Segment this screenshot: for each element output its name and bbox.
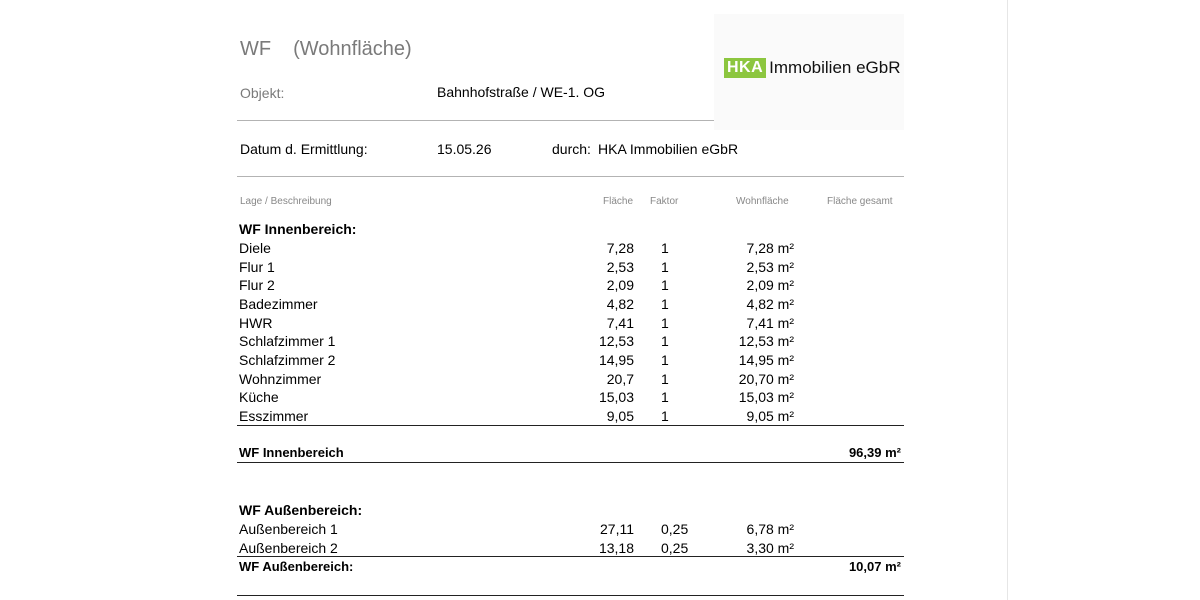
row-wohnflaeche: 12,53 m² <box>738 333 794 349</box>
row-name: Flur 2 <box>239 277 275 293</box>
row-flaeche: 4,82 <box>606 296 634 312</box>
document-title <box>240 38 412 61</box>
row-name: Wohnzimmer <box>239 371 322 387</box>
section-title-innen: WF Innenbereich: <box>239 221 357 237</box>
row-name: Außenbereich 1 <box>239 521 338 537</box>
table-row <box>239 277 904 296</box>
row-faktor: 0,25 <box>661 540 689 556</box>
row-faktor: 1 <box>661 315 669 331</box>
row-flaeche: 27,11 <box>600 521 634 537</box>
row-name: Außenbereich 2 <box>239 540 338 556</box>
col-header-gesamt: Fläche gesamt <box>827 196 893 207</box>
col-header-faktor: Faktor <box>650 196 679 207</box>
innen-subtotal-divider <box>237 425 904 426</box>
row-flaeche: 20,7 <box>606 371 634 387</box>
row-wohnflaeche: 15,03 m² <box>738 389 794 405</box>
table-row <box>239 333 904 352</box>
company-logo <box>724 58 901 78</box>
durch-value: HKA Immobilien eGbR <box>598 141 739 157</box>
page-edge-divider <box>1007 0 1008 600</box>
logo-badge: HKA <box>724 58 766 78</box>
row-flaeche: 7,28 <box>606 240 634 256</box>
row-wohnflaeche: 9,05 m² <box>746 408 794 424</box>
objekt-label: Objekt: <box>240 85 285 101</box>
row-name: Badezimmer <box>239 296 318 312</box>
col-header-lage: Lage / Beschreibung <box>240 196 332 207</box>
row-faktor: 1 <box>661 240 669 256</box>
total-value-aussen: 10,07 m² <box>848 559 901 574</box>
table-row <box>239 315 904 334</box>
row-name: Küche <box>239 389 279 405</box>
durch-label: durch: <box>552 141 591 157</box>
title-full: (Wohnfläche) <box>293 38 412 60</box>
row-faktor: 1 <box>661 277 669 293</box>
row-flaeche: 13,18 <box>598 540 634 556</box>
section-title-aussen: WF Außenbereich: <box>239 502 363 518</box>
aussen-total-divider <box>237 595 904 596</box>
row-faktor: 1 <box>661 259 669 275</box>
total-row-innen <box>239 445 904 460</box>
aussen-subtotal-divider <box>237 556 904 557</box>
row-wohnflaeche: 2,09 m² <box>746 277 794 293</box>
total-label-aussen: WF Außenbereich: <box>239 559 354 574</box>
table-row <box>239 240 904 259</box>
row-wohnflaeche: 14,95 m² <box>738 352 794 368</box>
row-flaeche: 7,41 <box>606 315 634 331</box>
row-name: Esszimmer <box>239 408 309 424</box>
row-flaeche: 9,05 <box>606 408 634 424</box>
table-row <box>239 389 904 408</box>
row-faktor: 1 <box>661 371 669 387</box>
row-faktor: 1 <box>661 296 669 312</box>
row-faktor: 1 <box>661 389 669 405</box>
objekt-value: Bahnhofstraße / WE-1. OG <box>437 84 606 100</box>
row-wohnflaeche: 4,82 m² <box>746 296 794 312</box>
row-flaeche: 12,53 <box>598 333 634 349</box>
innen-total-divider <box>237 462 904 463</box>
row-name: Schlafzimmer 2 <box>239 352 336 368</box>
row-wohnflaeche: 3,30 m² <box>746 540 794 556</box>
col-header-flaeche: Fläche <box>603 196 634 207</box>
row-wohnflaeche: 2,53 m² <box>746 259 794 275</box>
row-flaeche: 2,09 <box>606 277 634 293</box>
row-flaeche: 15,03 <box>598 389 634 405</box>
row-flaeche: 14,95 <box>598 352 634 368</box>
row-name: Schlafzimmer 1 <box>239 333 336 349</box>
row-wohnflaeche: 7,41 m² <box>746 315 794 331</box>
row-wohnflaeche: 20,70 m² <box>738 371 794 387</box>
header-divider <box>237 120 714 121</box>
table-row <box>239 259 904 278</box>
total-row-aussen <box>239 559 904 574</box>
table-row <box>239 371 904 390</box>
row-flaeche: 2,53 <box>606 259 634 275</box>
total-value-innen: 96,39 m² <box>848 445 901 460</box>
row-wohnflaeche: 7,28 m² <box>746 240 794 256</box>
table-row <box>239 352 904 371</box>
meta-divider <box>237 176 904 177</box>
row-faktor: 1 <box>661 352 669 368</box>
table-row <box>239 296 904 315</box>
row-faktor: 1 <box>661 408 669 424</box>
total-label-innen: WF Innenbereich <box>239 445 344 460</box>
row-name: HWR <box>239 315 273 331</box>
row-wohnflaeche: 6,78 m² <box>746 521 794 537</box>
row-faktor: 1 <box>661 333 669 349</box>
row-faktor: 0,25 <box>661 521 689 537</box>
datum-value: 15.05.26 <box>437 141 492 157</box>
title-abbr: WF <box>240 38 272 60</box>
table-row <box>239 521 904 540</box>
datum-label: Datum d. Ermittlung: <box>240 141 368 157</box>
col-header-wohnflaeche: Wohnfläche <box>736 196 789 207</box>
row-name: Diele <box>239 240 271 256</box>
logo-text: Immobilien eGbR <box>769 58 901 77</box>
row-name: Flur 1 <box>239 259 275 275</box>
